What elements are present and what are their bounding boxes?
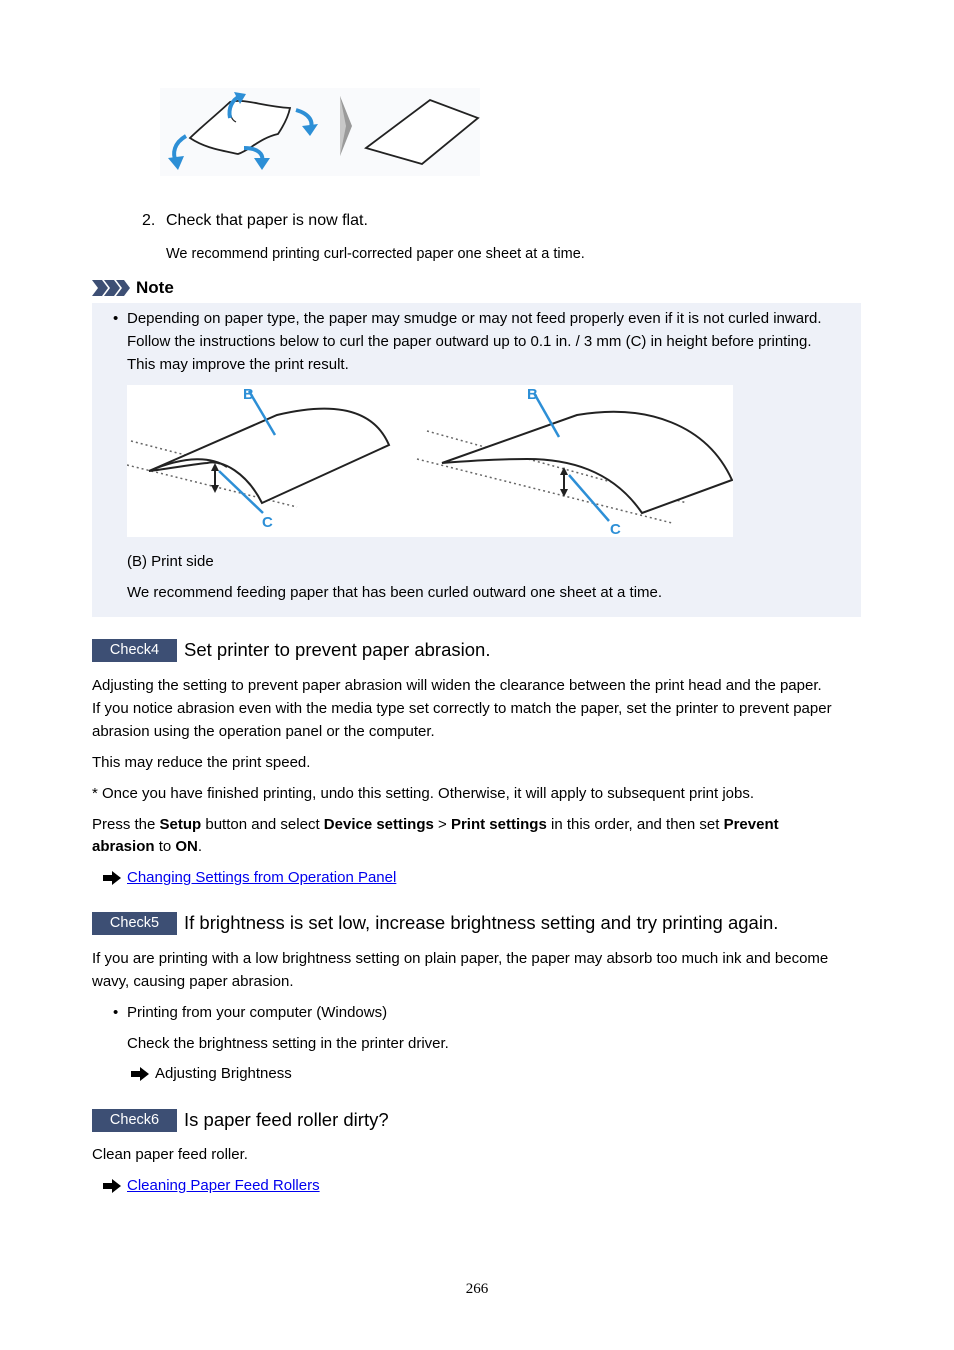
check5-bullet-text: Printing from your computer (Windows) xyxy=(127,1004,388,1021)
check5-badge: Check5 xyxy=(92,912,177,935)
p4-text-a: Press the xyxy=(92,816,160,833)
check5-title: If brightness is set low, increase brightness setting and try printing again. xyxy=(184,912,779,933)
figure-caption: (B) Print side xyxy=(127,553,214,570)
label-b-left: B xyxy=(243,386,254,403)
p4-abrasion: abrasion xyxy=(92,838,155,855)
label-b-right: B xyxy=(527,386,538,403)
step-text: Check that paper is now flat. xyxy=(166,212,368,229)
check6-badge: Check6 xyxy=(92,1109,177,1132)
check4-title: Set printer to prevent paper abrasion. xyxy=(184,639,491,660)
note-text-line-2: Follow the instructions below to curl the paper outward up to 0.1 in. / 3 mm (C) in height before printing. xyxy=(127,333,812,350)
curl-outward-illustration xyxy=(127,385,733,537)
check4-p3: * Once you have finished printing, undo this setting. Otherwise, it will apply to subsequent print jobs. xyxy=(92,785,755,802)
check4-p2: This may reduce the print speed. xyxy=(92,754,311,771)
check5-subtext: Check the brightness setting in the printer driver. xyxy=(127,1035,449,1052)
note-chevrons-icon xyxy=(92,280,132,296)
check5-p1-line1: If you are printing with a low brightness setting on plain paper, the paper may absorb too much ink and become xyxy=(92,950,829,967)
link-changing-settings[interactable]: Changing Settings from Operation Panel xyxy=(127,869,397,886)
flatten-paper-illustration xyxy=(160,88,480,176)
right-arrow-icon xyxy=(103,871,121,885)
p4-device-settings: Device settings xyxy=(323,816,434,833)
note-text-line-3: This may improve the print result. xyxy=(127,356,349,373)
check4-p1-line3: abrasion using the operation panel or the computer. xyxy=(92,723,435,740)
note-title: Note xyxy=(136,278,174,297)
note-bullet-dot: • xyxy=(113,310,119,327)
step-subtext: We recommend printing curl-corrected paper one sheet at a time. xyxy=(166,246,585,262)
check6-p1: Clean paper feed roller. xyxy=(92,1146,248,1163)
check4-p1-line2: If you notice abrasion even with the media type set correctly to match the paper, set the printer to prevent paper xyxy=(92,700,832,717)
label-c-left: C xyxy=(262,514,273,531)
p4-text-c: > xyxy=(433,816,451,833)
p4-prevent: Prevent xyxy=(723,816,779,833)
p4-text-b: button and select xyxy=(201,816,324,833)
right-arrow-icon xyxy=(103,1179,121,1193)
p4-setup: Setup xyxy=(159,816,202,833)
check4-p4-line1 xyxy=(92,813,779,836)
check5-p1-line2: wavy, causing paper abrasion. xyxy=(92,973,294,990)
note-text-line-1: Depending on paper type, the paper may smudge or may not feed properly even if it is not curled inward. xyxy=(127,310,822,327)
p4-text-d: in this order, and then set xyxy=(546,816,724,833)
link-cleaning-rollers[interactable]: Cleaning Paper Feed Rollers xyxy=(127,1177,320,1194)
p4-text-e: to xyxy=(154,838,176,855)
check4-p1-line1: Adjusting the setting to prevent paper abrasion will widen the clearance between the print head and the paper. xyxy=(92,677,822,694)
p4-print-settings: Print settings xyxy=(450,816,547,833)
page-number: 266 xyxy=(465,1281,489,1297)
check6-title: Is paper feed roller dirty? xyxy=(184,1109,389,1130)
p4-on: ON xyxy=(175,838,198,855)
label-c-right: C xyxy=(610,521,621,537)
step-number: 2. xyxy=(142,212,156,229)
note-recommendation: We recommend feeding paper that has been curled outward one sheet at a time. xyxy=(127,584,663,601)
adjusting-brightness-ref: Adjusting Brightness xyxy=(155,1065,292,1082)
p4-text-f: . xyxy=(197,838,203,855)
check5-bullet-dot: • xyxy=(113,1004,119,1021)
check4-badge: Check4 xyxy=(92,639,177,662)
check4-p4-line2 xyxy=(92,835,202,858)
right-arrow-icon xyxy=(131,1067,149,1081)
